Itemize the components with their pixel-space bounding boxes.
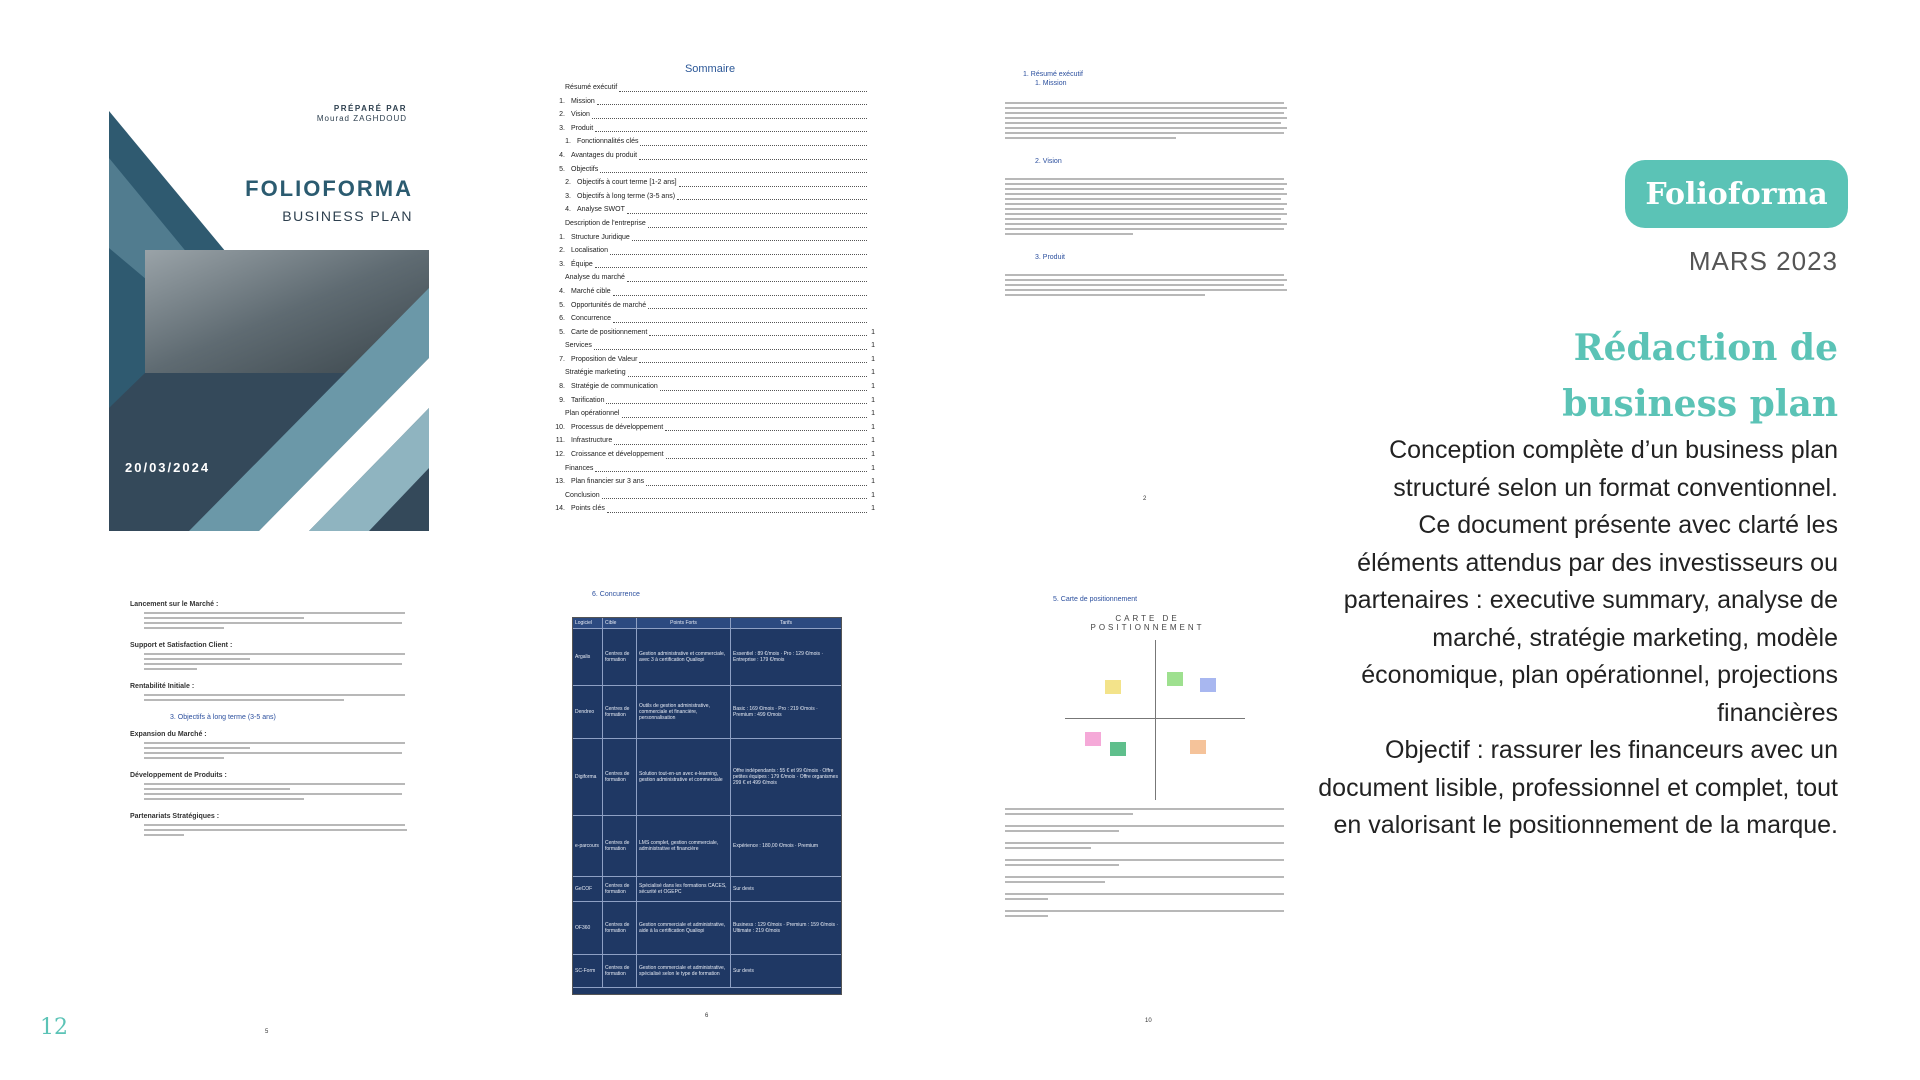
- table-cell-prices: Sur devis: [733, 968, 754, 974]
- toc-entry-number: 2.: [565, 179, 571, 187]
- description-paragraph-2: Ce document présente avec clarté les éléments attendus par des investisseurs ou partenaires : executive summary, analyse de marché, stratégie marketing, modèle économique, plan opérationnel, projections financières: [1343, 511, 1838, 727]
- toc-entry[interactable]: [545, 108, 875, 122]
- exec-heading: 1. Résumé exécutif: [1023, 71, 1083, 78]
- product-paragraph: [1005, 274, 1290, 296]
- positioning-map: [1055, 610, 1255, 810]
- table-cell-target: Centres de formation: [603, 955, 637, 987]
- toc-entry-number: 7.: [559, 355, 565, 363]
- toc-entry[interactable]: [545, 163, 875, 177]
- sticky-note: [1200, 678, 1216, 692]
- table-cell-software: Digiforma: [573, 739, 603, 815]
- cover-date: 20/03/2024: [125, 460, 211, 475]
- toc-entry-number: 5.: [559, 165, 565, 173]
- table-cell-software: SC-Form: [573, 955, 603, 987]
- toc-entry-label: Stratégie de communication: [571, 383, 658, 391]
- toc-entry-label: Marché cible: [571, 287, 611, 295]
- table-row: [573, 739, 841, 816]
- toc-leader-dots: [592, 118, 867, 119]
- map-title-line-1: CARTE DE: [1115, 614, 1180, 623]
- table-cell-strengths: Gestion commerciale et administrative, aide à la certification Qualiopi: [637, 902, 731, 954]
- table-row: [573, 877, 841, 902]
- toc-entry-number: 1.: [559, 233, 565, 241]
- table-cell-target: Centres de formation: [603, 629, 637, 685]
- toc-entry[interactable]: [545, 190, 875, 204]
- toc-leader-dots: [595, 131, 867, 132]
- table-header-cell: Tarifs: [780, 620, 792, 626]
- toc-leader-dots: [640, 145, 867, 146]
- toc-leader-dots: [622, 417, 868, 418]
- toc-entry-number: 13.: [555, 478, 565, 486]
- toc-entry-label: Fonctionnalités clés: [577, 138, 639, 146]
- table-cell-strengths: Spécialisé dans les formations CACES, sécurité et OGEPC: [637, 877, 731, 901]
- toc-entry[interactable]: [545, 489, 875, 503]
- goals-h7: Partenariats Stratégiques :: [130, 813, 220, 820]
- project-headline: [1418, 320, 1838, 432]
- toc-entry[interactable]: [545, 217, 875, 231]
- toc-entry[interactable]: [545, 407, 875, 421]
- toc-entry-label: Avantages du produit: [571, 151, 638, 159]
- toc-entry-number: 2.: [559, 247, 565, 255]
- table-row: [573, 686, 841, 739]
- toc-leader-dots: [627, 213, 867, 214]
- toc-entry-label: Infrastructure: [571, 437, 613, 445]
- sticky-note: [1085, 732, 1101, 746]
- toc-leader-dots: [614, 444, 867, 445]
- toc-entry[interactable]: [545, 380, 875, 394]
- toc-entry-number: 5.: [559, 328, 565, 336]
- project-date: MARS 2023: [1688, 246, 1838, 276]
- map-y-axis: [1155, 640, 1156, 800]
- table-cell-strengths: Outils de gestion administrative, commerciale et financière, personnalisation: [637, 686, 731, 738]
- toc-entry-label: Description de l'entreprise: [565, 219, 646, 227]
- toc-entry[interactable]: [545, 149, 875, 163]
- table-cell-strengths: Gestion commerciale et administrative, spécialisé selon le type de formation: [637, 955, 731, 987]
- toc-entry-page: 1: [871, 451, 875, 459]
- toc-entry-number: 9.: [559, 396, 565, 404]
- sticky-note: [1110, 742, 1126, 756]
- toc-entry-label: Équipe: [571, 260, 593, 268]
- toc-entry-page: 1: [871, 423, 875, 431]
- competition-page-number: 6: [705, 1013, 709, 1019]
- toc-leader-dots: [600, 172, 867, 173]
- exec-section-product: 3. Produit: [1035, 254, 1065, 261]
- headline-line-1: Rédaction de: [1573, 327, 1838, 369]
- toc-entry[interactable]: [545, 475, 875, 489]
- toc-entry-label: Proposition de Valeur: [571, 355, 638, 363]
- cover-subtitle: BUSINESS PLAN: [282, 208, 413, 224]
- positioning-description: [1005, 805, 1290, 920]
- toc-entry[interactable]: [545, 81, 875, 95]
- cover-author: Mourad ZAGHDOUD: [316, 114, 407, 123]
- table-cell-prices: Business : 129 €/mois · Premium : 159 €/mois · Ultimate : 219 €/mois: [733, 922, 839, 934]
- toc-leader-dots: [595, 267, 867, 268]
- executive-summary-page: [1005, 70, 1290, 510]
- toc-leader-dots: [660, 390, 867, 391]
- toc-entry[interactable]: [545, 299, 875, 313]
- table-cell-target: Centres de formation: [603, 902, 637, 954]
- toc-entry-label: Résumé exécutif: [565, 84, 618, 91]
- goals-h3: Rentabilité Initiale :: [130, 683, 195, 690]
- toc-entry[interactable]: [545, 231, 875, 245]
- toc-entry[interactable]: [545, 448, 875, 462]
- toc-entry-number: 1.: [559, 97, 565, 105]
- toc-leader-dots: [627, 281, 867, 282]
- toc-entry-number: 4.: [559, 287, 565, 295]
- toc-entry[interactable]: [545, 244, 875, 258]
- table-cell-target: Centres de formation: [603, 877, 637, 901]
- toc-leader-dots: [597, 104, 867, 105]
- toc-entry[interactable]: [545, 312, 875, 326]
- toc-entry-label: Opportunités de marché: [571, 301, 647, 309]
- positioning-page-number: 10: [1145, 1018, 1152, 1024]
- toc-entry-label: Objectifs à long terme (3-5 ans): [577, 192, 676, 200]
- toc-entry[interactable]: [545, 366, 875, 380]
- toc-entry-label: Analyse du marché: [565, 274, 625, 282]
- table-cell-target: Centres de formation: [603, 686, 637, 738]
- toc-entry-page: 1: [871, 410, 875, 418]
- brand-badge: Folioforma: [1625, 160, 1848, 228]
- toc-entry-label: Objectifs à court terme [1-2 ans]: [577, 179, 677, 187]
- toc-title: Sommaire: [684, 63, 736, 75]
- toc-entry[interactable]: [545, 95, 875, 109]
- toc-entry-label: Vision: [571, 111, 590, 119]
- toc-entry-label: Mission: [571, 97, 595, 105]
- toc-entry-page: 1: [871, 369, 875, 377]
- cover-title: FOLIOFORMA: [245, 176, 413, 201]
- sticky-note: [1190, 740, 1206, 754]
- toc-entry-label: Conclusion: [565, 491, 600, 499]
- exec-section-mission: 1. Mission: [1035, 80, 1067, 87]
- table-row: [573, 816, 841, 877]
- toc-entry-label: Structure Juridique: [571, 233, 630, 241]
- toc-entry[interactable]: [545, 394, 875, 408]
- toc-entry-number: 5.: [559, 301, 565, 309]
- toc-entry-number: 3.: [559, 260, 565, 268]
- table-cell-software: e-parcours: [573, 816, 603, 876]
- toc-entry[interactable]: [545, 203, 875, 217]
- toc-entry[interactable]: [545, 353, 875, 367]
- project-description: [1318, 432, 1838, 845]
- table-cell-prices: Expérience : 180,00 €/mois · Premium: [733, 843, 819, 849]
- positioning-heading: 5. Carte de positionnement: [1053, 596, 1138, 603]
- toc-entry-number: 3.: [559, 124, 565, 132]
- table-cell-prices: Basic : 169 €/mois · Pro : 219 €/mois · Premium : 499 €/mois: [733, 706, 818, 718]
- toc-entry[interactable]: [545, 339, 875, 353]
- toc-entry-number: 11.: [555, 437, 565, 445]
- business-plan-cover: [109, 98, 429, 531]
- table-row: [573, 955, 841, 988]
- toc-entry-label: Finances: [565, 464, 594, 472]
- toc-leader-dots: [595, 471, 867, 472]
- toc-entry-number: 10.: [555, 423, 565, 431]
- toc-entry-number: 14.: [555, 505, 565, 513]
- toc-entry-number: 4.: [559, 151, 565, 159]
- toc-leader-dots: [619, 91, 867, 92]
- toc-entry-page: 1: [871, 342, 875, 350]
- table-of-contents-page: [545, 63, 875, 533]
- toc-entry[interactable]: [545, 462, 875, 476]
- table-cell-strengths: LMS complet, gestion commerciale, administrative et financière: [637, 816, 731, 876]
- description-paragraph-3: Objectif : rassurer les financeurs avec un document lisible, professionnel et complet, tout en valorisant le positionnement de la marque.: [1318, 736, 1838, 839]
- toc-entry[interactable]: [545, 135, 875, 149]
- table-cell-software: Dendreo: [573, 686, 603, 738]
- toc-entry-number: 1.: [565, 138, 571, 146]
- toc-entry-page: 1: [871, 437, 875, 445]
- toc-entry-page: 1: [871, 396, 875, 404]
- exec-page-number: 2: [1143, 496, 1147, 502]
- toc-entry-label: Produit: [571, 124, 594, 132]
- goals-h5: Expansion du Marché :: [130, 731, 207, 738]
- toc-entry-label: Stratégie marketing: [565, 369, 626, 377]
- toc-entry[interactable]: [545, 421, 875, 435]
- table-cell-strengths: Gestion administrative et commerciale, avec 3 à certification Qualiopi: [637, 629, 731, 685]
- toc-leader-dots: [648, 227, 867, 228]
- table-cell-target: Centres de formation: [603, 739, 637, 815]
- table-cell-software: GeCOF: [573, 877, 603, 901]
- toc-leader-dots: [665, 430, 867, 431]
- toc-entry-page: 1: [871, 383, 875, 391]
- mission-paragraph: [1005, 102, 1290, 139]
- toc-leader-dots: [632, 240, 867, 241]
- toc-entry-number: 3.: [565, 192, 571, 200]
- toc-leader-dots: [606, 403, 867, 404]
- toc-leader-dots: [628, 376, 867, 377]
- toc-leader-dots: [648, 308, 867, 309]
- toc-leader-dots: [607, 512, 867, 513]
- toc-leader-dots: [610, 254, 867, 255]
- cover-prepared-label: PRÉPARÉ PAR: [333, 104, 407, 113]
- toc-leader-dots: [594, 349, 867, 350]
- sticky-note: [1167, 672, 1183, 686]
- toc-entry[interactable]: [545, 502, 875, 516]
- toc-entry-label: Carte de positionnement: [571, 328, 648, 336]
- table-row: [573, 902, 841, 955]
- toc-entry[interactable]: [545, 258, 875, 272]
- toc-entry-number: 8.: [559, 383, 565, 391]
- table-body: [573, 629, 841, 988]
- toc-entry-label: Points clés: [571, 505, 605, 513]
- toc-leader-dots: [649, 335, 867, 336]
- table-cell-prices: Offre indépendants : 55 € et 99 €/mois · Offre petites équipes : 179 €/mois · Offre organismes 299 € et 499 €/mois: [733, 768, 838, 786]
- toc-entry-label: Objectifs: [571, 165, 599, 173]
- toc-entry-page: 1: [871, 328, 875, 336]
- competition-heading: 6. Concurrence: [592, 591, 640, 598]
- toc-list: [545, 81, 875, 516]
- toc-leader-dots: [677, 199, 867, 200]
- table-header-row: [573, 618, 841, 629]
- objectives-page: [130, 600, 410, 1040]
- table-cell-prices: Sur devis: [733, 886, 754, 892]
- toc-leader-dots: [639, 159, 867, 160]
- toc-entry[interactable]: [545, 122, 875, 136]
- toc-entry-number: 12.: [555, 451, 565, 459]
- toc-entry-number: 6.: [559, 315, 565, 323]
- toc-entry-label: Tarification: [571, 396, 605, 404]
- toc-entry-page: 1: [871, 478, 875, 486]
- competition-table: [572, 617, 842, 995]
- toc-entry-page: 1: [871, 505, 875, 513]
- map-title-line-2: POSITIONNEMENT: [1090, 623, 1205, 632]
- toc-entry-label: Plan financier sur 3 ans: [571, 478, 645, 486]
- toc-leader-dots: [613, 322, 867, 323]
- toc-entry[interactable]: [545, 176, 875, 190]
- slide-number: 12: [40, 1015, 68, 1040]
- toc-entry-label: Plan opérationnel: [565, 410, 620, 418]
- toc-entry-page: 1: [871, 355, 875, 363]
- table-cell-strengths: Solution tout-en-un avec e-learning, gestion administrative et commerciale: [637, 739, 731, 815]
- toc-entry-label: Croissance et développement: [571, 451, 664, 459]
- toc-entry-page: 1: [871, 464, 875, 472]
- sticky-note: [1105, 680, 1121, 694]
- description-paragraph-1: Conception complète d’un business plan structuré selon un format conventionnel.: [1389, 436, 1838, 502]
- table-header-cell: Cible: [603, 618, 637, 628]
- goals-page-number: 5: [265, 1029, 269, 1035]
- goals-h1: Lancement sur le Marché :: [130, 601, 219, 608]
- toc-entry[interactable]: [545, 434, 875, 448]
- toc-leader-dots: [639, 362, 867, 363]
- toc-entry-page: 1: [871, 491, 875, 499]
- headline-line-2: business plan: [1562, 383, 1838, 425]
- toc-entry-label: Analyse SWOT: [577, 206, 625, 214]
- goals-h2: Support et Satisfaction Client :: [130, 642, 233, 649]
- toc-entry[interactable]: [545, 285, 875, 299]
- table-cell-software: Argalis: [573, 629, 603, 685]
- toc-entry[interactable]: [545, 326, 875, 340]
- toc-entry-label: Services: [565, 342, 592, 350]
- toc-entry-label: Concurrence: [571, 315, 612, 323]
- vision-paragraph: [1005, 178, 1290, 235]
- toc-leader-dots: [666, 458, 867, 459]
- table-row: [573, 629, 841, 686]
- table-cell-prices: Essentiel : 89 €/mois · Pro : 129 €/mois · Entreprise : 179 €/mois: [733, 651, 824, 663]
- toc-leader-dots: [646, 485, 867, 486]
- exec-section-vision: 2. Vision: [1035, 158, 1062, 165]
- table-header-cell: Logiciel: [573, 618, 603, 628]
- table-cell-target: Centres de formation: [603, 816, 637, 876]
- goals-h4: 3. Objectifs à long terme (3-5 ans): [170, 714, 276, 721]
- toc-entry-label: Localisation: [571, 247, 608, 255]
- goals-h6: Développement de Produits :: [130, 772, 227, 779]
- toc-entry-label: Processus de développement: [571, 423, 664, 431]
- toc-leader-dots: [679, 186, 867, 187]
- toc-leader-dots: [613, 295, 867, 296]
- toc-entry[interactable]: [545, 271, 875, 285]
- table-cell-software: OF360: [573, 902, 603, 954]
- toc-leader-dots: [602, 498, 867, 499]
- toc-entry-number: 2.: [559, 111, 565, 119]
- table-header-cell: Points Forts: [637, 618, 731, 628]
- toc-entry-number: 4.: [565, 206, 571, 214]
